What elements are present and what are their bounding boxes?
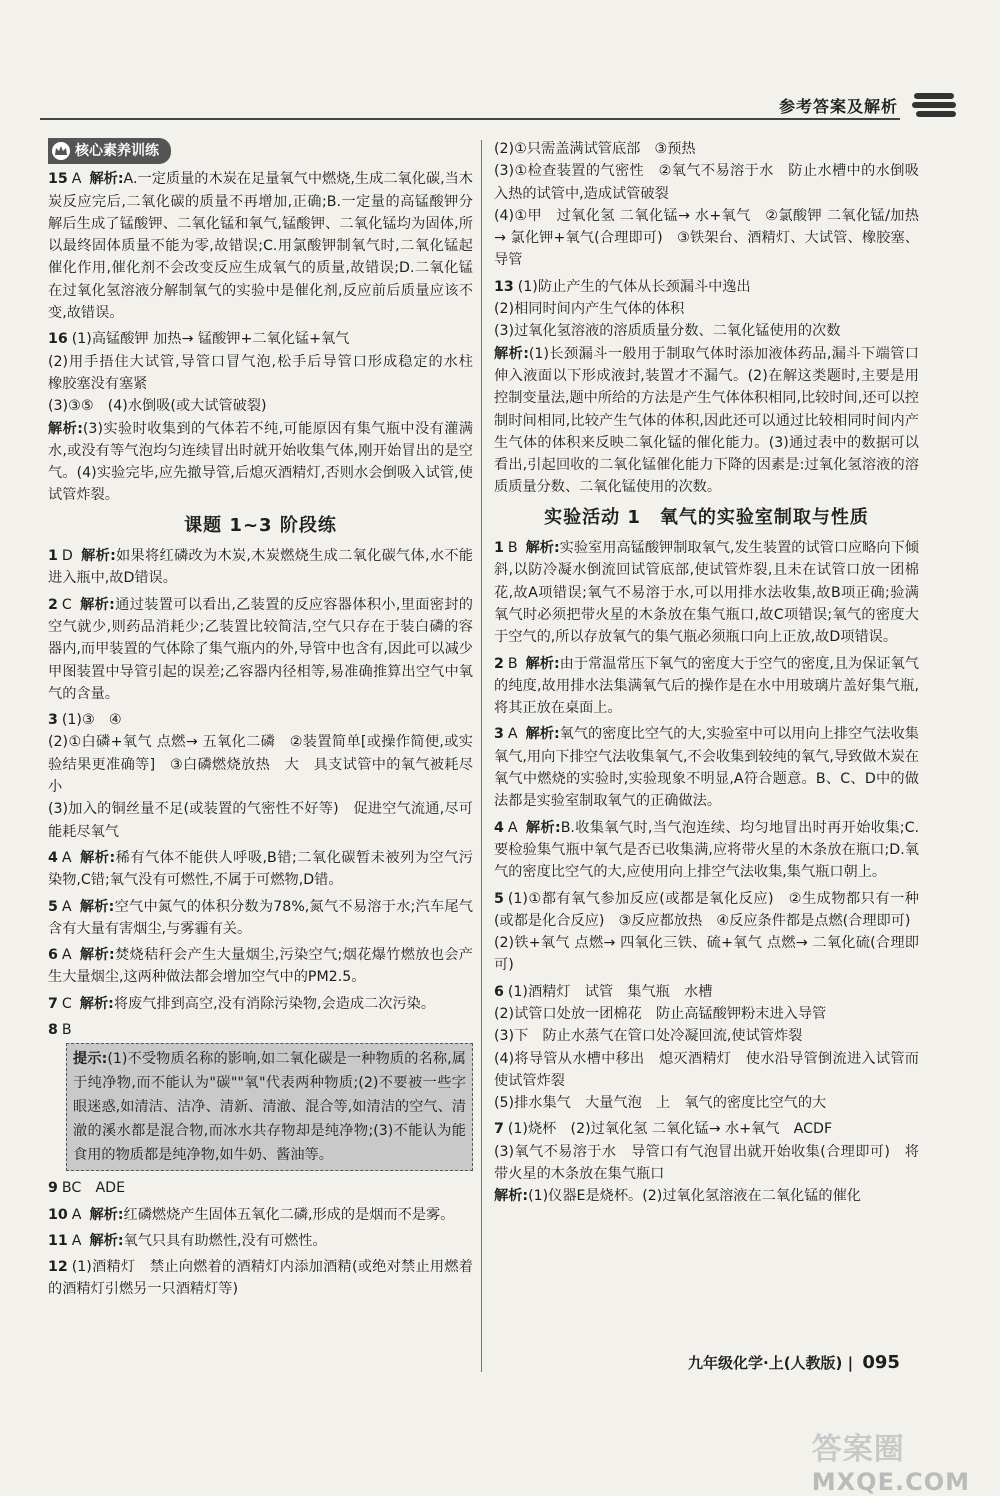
crown-icon [52,142,70,160]
question-2 [48,594,473,705]
analysis-label: 解析: [79,947,115,964]
analysis-label: 解析: [79,995,114,1012]
question-number: 4 [494,819,504,836]
question-9 [48,1177,473,1199]
analysis-label: 解析: [89,1232,124,1249]
watermark-url: MXQE.COM [811,1468,970,1496]
answer-line: (3)氧气不易溶于水 导管口有气泡冒出就开始收集(合理即可) 将带火星的木条放在集气瓶口 [494,1143,919,1183]
answer-letter: A [507,819,518,836]
question-3 [48,709,488,843]
question-number: 12 [48,1259,68,1276]
question-number: 9 [48,1180,58,1197]
section-title: 课题 1~3 阶段练 [184,514,337,536]
section-badge-label: 核心素养训练 [75,143,159,159]
answer-line: (1)③ ④ [61,712,122,729]
answer-line: (1)①都有氧气参加反应(或都是氧化反应) ②生成物都只有一种(或都是化合反应) ③反应都放热 ④反应条件都是点燃(合理即可) [494,890,919,929]
activity-question-7 [494,1118,919,1207]
analysis-label: 解析: [525,540,560,557]
analysis-text: (1)长颈漏斗一般用于制取气体时添加液体药品,漏斗下端管口伸入液面以下形成液封,装置才不漏气。(2)在解这类题时,主要是用控制变量法,题中所给的方法是产生气体体积相同,比较时间,还可以控制时间相同,比较产生气体的体积,因此还可以通过比较相同时间内产生气体的体积来反映二氧化锰的催化能力。(3)通过表中的数据可以看出,引起回收的二氧化锰催化能力下降的因素是:过氧化氢溶液的溶质质量分数、二氧化锰使用的次数。 [494,345,919,496]
question-number: 6 [48,947,58,964]
answer-line: (2)①只需盖满试管底部 ③预热 [494,141,696,157]
answer-line: (3)③⑤ (4)水倒吸(或大试管破裂) [48,398,267,415]
question-12-continued [494,138,919,272]
analysis-text: 将废气排到高空,没有消除污染物,会造成二次污染。 [113,995,436,1012]
question-number: 3 [48,712,58,729]
answer-letter: A [71,171,82,188]
analysis-label: 解析: [89,171,124,188]
analysis-text: 由于常温常压下氧气的密度大于空气的密度,且为保证氧气的纯度,故用排水法集满氧气后的操作是在水中用玻璃片盖好集气瓶,将其正放在桌面上。 [494,655,919,717]
answer-letter: B [507,540,518,557]
section-badge [48,138,171,164]
question-number: 11 [48,1232,68,1249]
question-10 [48,1204,473,1226]
answer-line: (3)①检查装置的气密性 ②氧气不易溶于水 防止水槽中的水倒吸入热的试管中,造成试管破裂 [494,163,919,202]
watermark-cn: 答案圈 [811,1432,905,1467]
question-number: 4 [48,849,58,866]
question-15 [48,168,473,324]
question-number: 16 [48,331,68,348]
analysis-label: 解析: [79,898,115,915]
activity-question-2 [494,653,919,720]
analysis-text: 空气中氮气的体积分数为78%,氮气不易溶于水;汽车尾气含有大量有害烟尘,与雾霾有关。 [48,898,473,937]
analysis-text: 氧气只具有助燃性,没有可燃性。 [123,1232,327,1249]
tip-box [66,1043,473,1171]
page-footer: 九年级化学·上(人教版) | 095 [688,1352,900,1373]
question-number: 10 [48,1206,68,1223]
question-number: 2 [494,655,504,672]
question-number: 5 [48,898,58,915]
answer-line: (2)铁+氧气 点燃→ 四氧化三铁、硫+氧气 点燃→ 二氧化硫(合理即可) [494,935,919,974]
activity-question-6 [494,981,919,1115]
analysis-label: 解析: [48,420,83,437]
answer-line: (1)烧杯 (2)过氧化氢 二氧化锰→ 水+氧气 ACDF [507,1121,833,1138]
analysis-text: 通过装置可以看出,乙装置的反应容器体积小,里面密封的空气就少,则药品消耗少;乙装置比较简洁,空气只存在于装白磷的容器内,而甲装置的气体除了集气瓶内的外,导管中也含有,因此可以减少甲图装置中导管引起的误差;乙容器内径相等,易准确推算出空气中氧气的含量。 [48,596,473,702]
analysis-label: 解析: [525,819,561,836]
activity-question-5 [494,888,919,977]
watermark [812,1424,970,1496]
question-4 [48,847,473,892]
analysis-label: 解析: [525,726,560,743]
left-column [48,138,488,1305]
question-number: 7 [494,1121,504,1138]
answer-letter: A [61,898,72,915]
analysis-label: 解析: [80,548,116,565]
analysis-text: 氧气的密度比空气的大,实验室中可以用向上排空气法收集氧气,用向下排空气法收集氧气,不会收集到较纯的氧气,导致做木炭在氧气中燃烧的实验时,实验现象不明显,A符合题意。B、C、D中的做法都是实验室制取氧气的正确做法。 [494,726,919,810]
book-stack-icon [910,90,960,122]
answer-letter: A [507,726,518,743]
tip-label: 提示: [73,1051,108,1068]
section-title: 实验活动 1 氧气的实验室制取与性质 [544,506,869,528]
answer-letter: A [61,947,72,964]
answer-line: (2)①白磷+氧气 点燃→ 五氧化二磷 ②装置简单[或操作简便,或实验结果更准确等] ③白磷燃烧放热 大 具支试管中的氧气被耗尽 小 [48,734,488,796]
question-number: 6 [494,983,504,1000]
analysis-label: 解析: [89,1206,124,1223]
question-8 [48,1019,473,1171]
question-number: 15 [48,171,68,188]
page-header [40,88,960,128]
question-number: 1 [48,548,58,565]
question-number: 1 [494,540,504,557]
question-number: 3 [494,726,504,743]
answer-line: (3)过氧化氢溶液的溶质质量分数、二氧化锰使用的次数 [494,323,841,340]
analysis-text: 焚烧秸秆会产生大量烟尘,污染空气;烟花爆竹燃放也会产生大量烟尘,这两种做法都会增加空气中的PM2.5。 [48,947,473,986]
analysis-text: (3)实验时收集到的气体若不纯,可能原因有集气瓶中没有灌满水,或没有等气泡均匀连续冒出时就开始收集气体,刚开始冒出的是空气。(4)实验完毕,应先撤导管,后熄灭酒精灯,否则水会倒吸入试管,使试管炸裂。 [48,420,473,504]
answer-line: (1)高锰酸钾 加热→ 锰酸钾+二氧化锰+氧气 [71,331,350,348]
question-number: 5 [494,890,504,907]
analysis-label: 解析: [525,655,560,672]
answer-line: (4)①甲 过氧化氢 二氧化锰→ 水+氧气 ②氯酸钾 二氧化锰/加热→ 氯化钾+氧气(合理即可) ③铁架台、酒精灯、大试管、橡胶塞、导管 [494,207,919,269]
answer-line: (1)酒精灯 禁止向燃着的酒精灯内添加酒精(或绝对禁止用燃着的酒精灯引燃另一只酒精灯等) [48,1259,473,1298]
answer-line: (2)试管口处放一团棉花 防止高锰酸钾粉末进入导管 [494,1005,827,1022]
answer-line: (2)用手捂住大试管,导管口冒气泡,松手后导管口形成稳定的水柱 橡胶塞没有塞紧 [48,353,488,392]
book-title: 九年级化学·上(人教版) [688,1354,843,1372]
analysis-label: 解析: [494,345,529,362]
answer-line: (1)酒精灯 试管 集气瓶 水槽 [507,983,713,1000]
question-number: 2 [48,596,58,613]
answer-line: (3)下 防止水蒸气在管口处冷凝回流,使试管炸裂 [494,1028,803,1045]
analysis-text: A.一定质量的木炭在足量氧气中燃烧,生成二氧化碳,当木炭反应完后,二氧化碳的质量不再增加,正确;B.一定量的高锰酸钾分解后生成了锰酸钾、二氧化锰和氧气,锰酸钾、二氧化锰均为固体,所以最终固体质量不能为零,故错误;C.用氯酸钾制氧气时,二氧化锰起催化作用,催化剂不会改变反应生成氧气的质量,故错误;D.二氧化锰在过氧化氢溶液分解制氧气的实验中是催化剂,反应前后质量应该不变,故错误。 [48,171,473,322]
activity-question-4 [494,817,919,884]
question-number: 7 [48,995,58,1012]
question-12 [48,1256,473,1301]
question-16 [48,328,488,506]
question-6 [48,944,473,989]
activity-question-3 [494,723,919,812]
header-rule [40,118,900,120]
question-number: 13 [494,278,514,295]
page-number: 095 [862,1352,900,1373]
answer-letter: BC ADE [61,1180,126,1197]
analysis-label: 解析: [494,1188,529,1205]
analysis-text: 红磷燃烧产生固体五氧化二磷,形成的是烟而不是雾。 [123,1206,455,1223]
question-7 [48,993,473,1015]
answer-letter: D [61,548,73,565]
question-11 [48,1230,473,1252]
header-title: 参考答案及解析 [778,97,898,116]
question-5 [48,896,473,941]
activity-question-1 [494,537,919,648]
answer-line: (2)相同时间内产生气体的体积 [494,301,685,318]
answer-letter: C [61,596,72,613]
tip-text: (1)不受物质名称的影响,如二氧化碳是一种物质的名称,属于纯净物,而不能认为"碳""氧"代表两种物质;(2)不要被一些字眼迷惑,如清洁、洁净、清新、清澈、混合等,如清洁的空气、清澈的溪水都是混合物,而冰水共存物却是纯净物;(3)不能认为能食用的物质都是纯净物,如牛奶、酱油等。 [73,1051,466,1164]
answer-line: (4)将导管从水槽中移出 熄灭酒精灯 使水沿导管倒流进入试管而使试管炸裂 [494,1050,919,1089]
answer-line: (5)排水集气 大量气泡 上 氧气的密度比空气的大 [494,1095,827,1112]
answer-letter: A [71,1206,82,1223]
answer-letter: A [61,849,72,866]
analysis-text: 稀有气体不能供人呼吸,B错;二氧化碳暂未被列为空气污染物,C错;氧气没有可燃性,不属于可燃物,D错。 [48,849,473,889]
question-1 [48,545,473,590]
analysis-label: 解析: [79,849,116,866]
analysis-text: (1)仪器E是烧杯。(2)过氧化氢溶液在二氧化锰的催化 [528,1188,861,1205]
analysis-label: 解析: [79,596,115,613]
answer-line: (3)加入的铜丝量不足(或装置的气密性不好等) 促进空气流通,尽可能耗尽氧气 [48,801,473,840]
analysis-text: B.收集氧气时,当气泡连续、均匀地冒出时再开始收集;C.要检验集气瓶中氧气是否已收集满,应将带火星的木条放在瓶口;D.氧气的密度比空气的大,应使用向上排空气法收集,集气瓶口朝上。 [494,819,919,881]
answer-letter: C [61,995,72,1012]
answer-letter: B [507,655,518,672]
answer-letter: A [71,1232,82,1249]
question-13 [494,276,919,499]
answer-line: (1)防止产生的气体从长颈漏斗中逸出 [517,278,751,295]
right-column [494,138,919,1212]
answer-letter: B [61,1021,72,1038]
analysis-text: 如果将红磷改为木炭,木炭燃烧生成二氧化碳气体,水不能进入瓶中,故D错误。 [48,548,473,587]
analysis-text: 实验室用高锰酸钾制取氧气,发生装置的试管口应略向下倾斜,以防冷凝水倒流回试管底部,使试管炸裂,且未在试管口放一团棉花,故A项错误;氧气不易溶于水,可以用排水法收集,故B项正确;验满氧气时必须把带火星的木条放在集气瓶口,故C项错误;氧气的密度大于空气的,所以存放氧气的集气瓶必须瓶口向上正放,故D项错误。 [494,540,919,646]
question-number: 8 [48,1021,58,1038]
